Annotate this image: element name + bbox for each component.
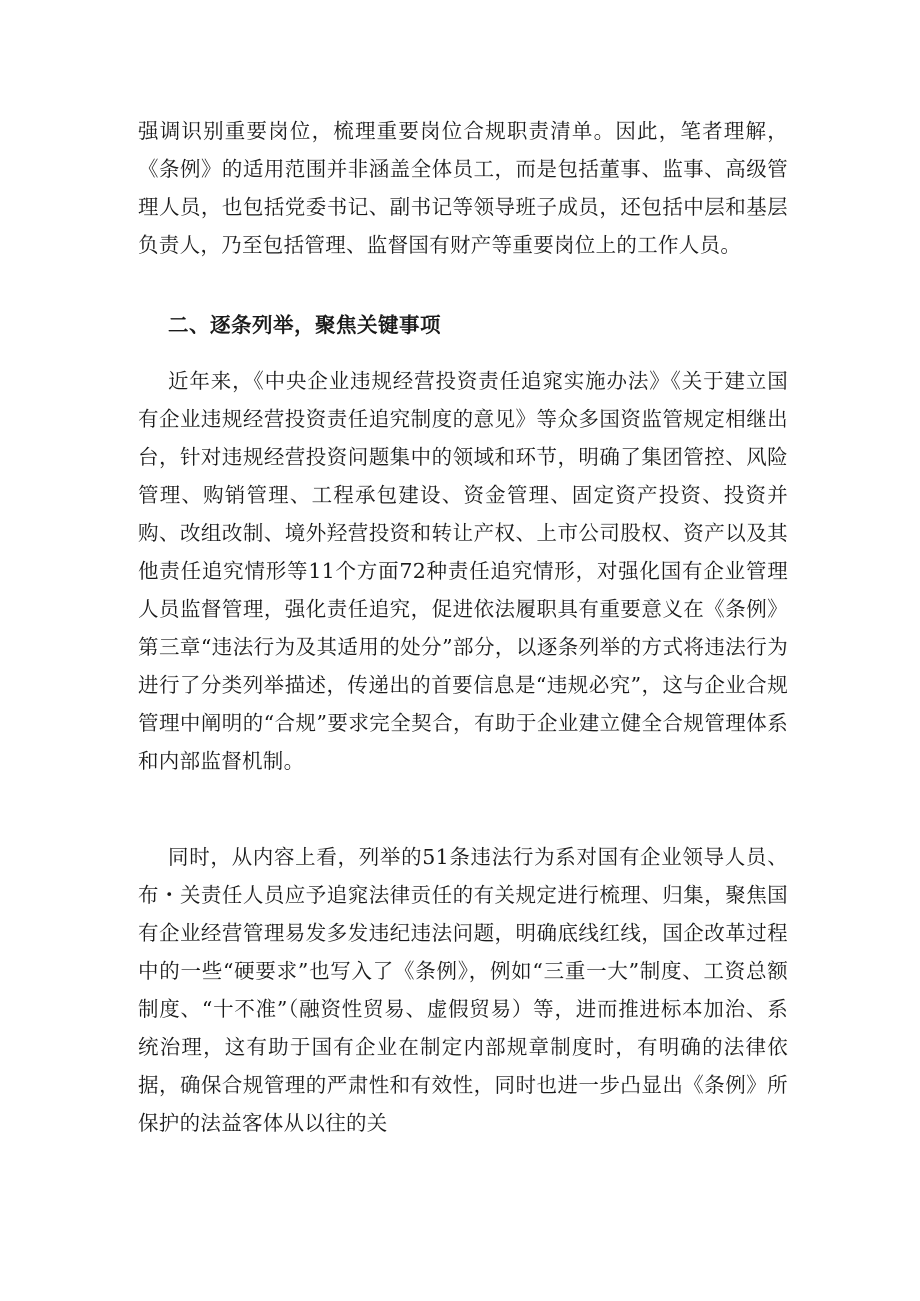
- body-paragraph: 同时，从内容上看，列举的51条违法行为系对国有企业领导人员、布・关责任人员应予追窕法律贡任的有关规定进行梳理、归集，聚焦国有企业经营管理易发多发违纪违法问题，明确底线红线，国企改革过程中的一些“硬要求”也写入了《条例》，例如“三重一大”制度、工资总额制度、“十不准”（融资性贸易、虚假贸易）等，进而推进标本加治、系统治理，这有助于国有企业在制定内部规章制度时，有明确的法律依据，确保合规管理的严肃性和有效性，同时也进一步凸显出《条例》所保护的法益客体从以往的关: [138, 845, 788, 1135]
- body-paragraph: 近年来，《中央企业违规经营投资责任追窕实施办法》《关于建立国有企业违规经营投资责任追究制度的意见》等众多国资监管规定相继出台，针对违规经营投资问题集中的领域和环节，明确了集团管控、风险管理、购销管理、工程承包建设、资金管理、固定资产投资、投资并购、改组改制、境外羟营投资和转让产权、上市公司股权、资产以及其他责任追究情形等11个方面72种责任追究情形，对强化国有企业管理人员监督管理，强化责任追究，促进依法履职具有重要意义在《条例》第三章“违法行为及其适用的处分”部分，以逐条列举的方式将违法行为进行了分类列举描述，传递出的首要信息是“违规必究”，这与企业合规管理中阐明的“合规”要求完全契合，有助于企业建立健全合规管理体系和内部监督机制。: [138, 369, 788, 773]
- section-heading: 二、逐条列举，聚焦关键事项: [168, 313, 441, 337]
- body-paragraph: 强调识别重要岗位，梳理重要岗位合规职责清单。因此，笔者理解，《条例》的适用范围并非涵盖全体员工，而是包括董事、监事、高级管理人员，也包括党委书记、副书记等领导班子成员，还包括中层和基层负责人，乃至包括管理、监督国有财产等重要岗位上的工作人员。: [138, 119, 788, 257]
